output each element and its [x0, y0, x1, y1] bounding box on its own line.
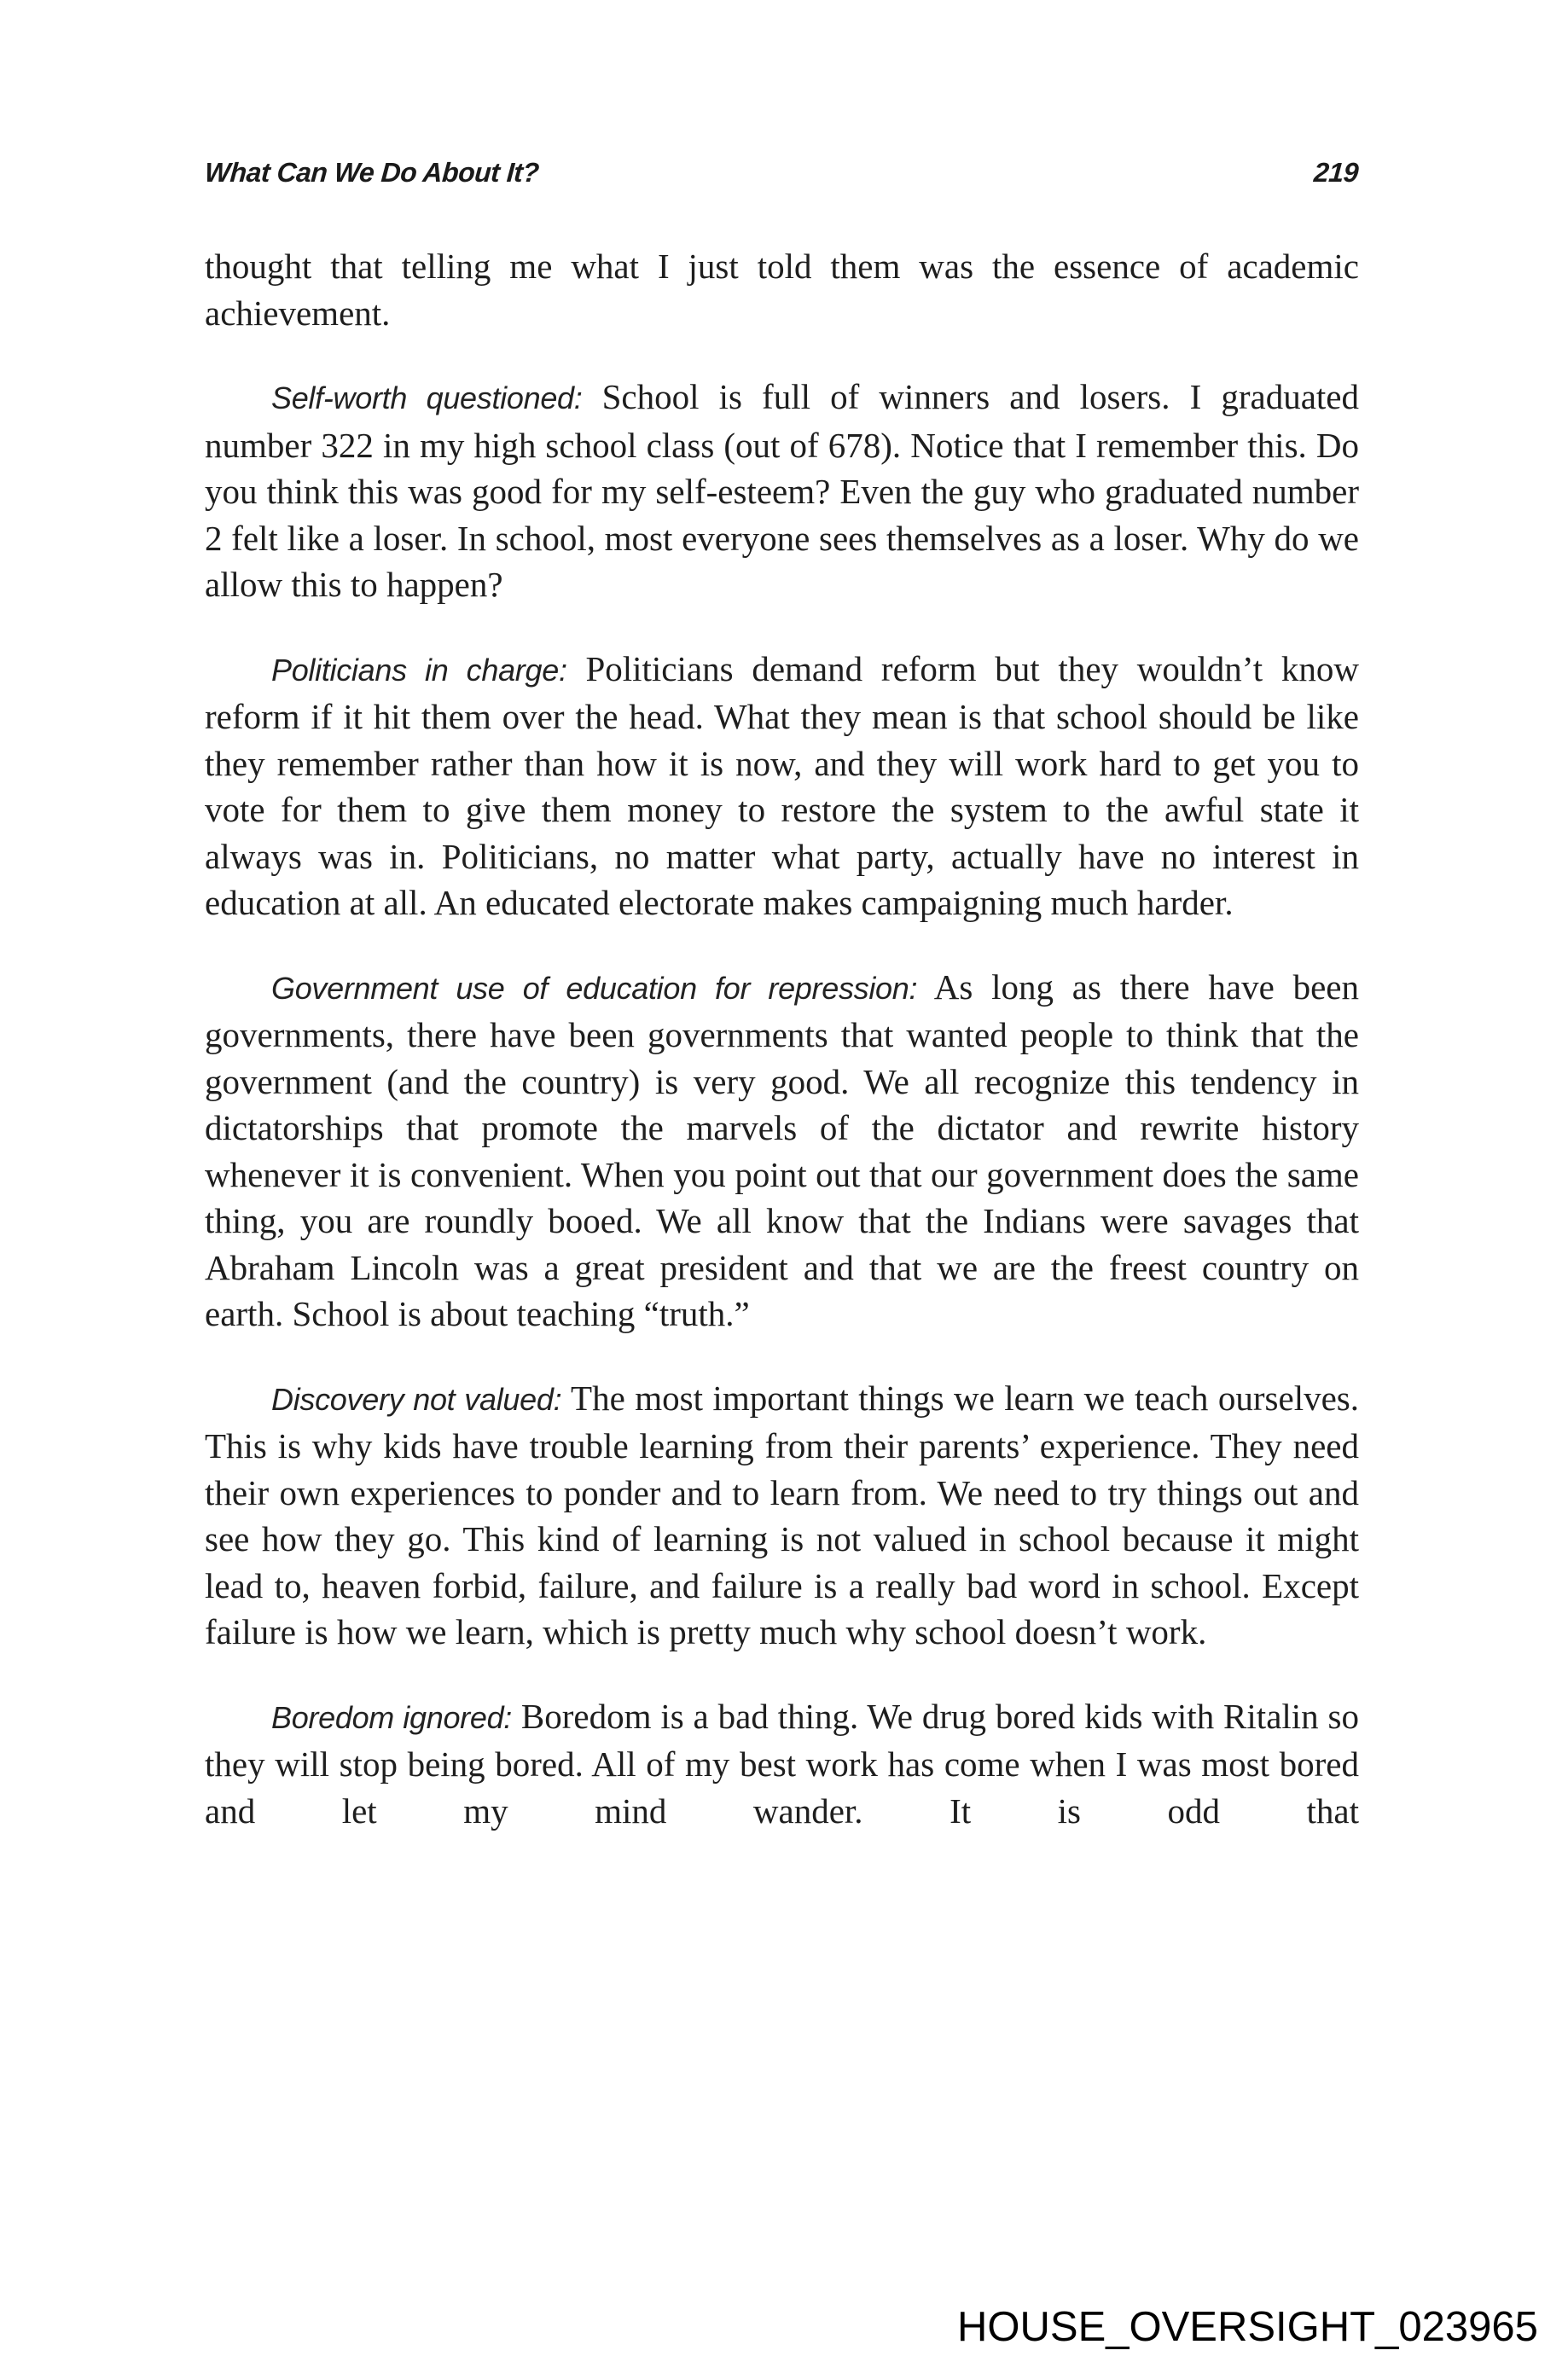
- paragraph-text: The most important things we learn we teach ourselves. This is why kids have trouble learning from their parents’ experience. They need their own experiences to ponder and to learn from. We need to try things out and see how they go. This kind of learning is not valued in school because it might lead to, heaven forbid, failure, and failure is a really bad word in school. Except failure is how we learn, which is pretty much why school doesn’t work.: [205, 1378, 1359, 1651]
- paragraph-text: School is full of winners and losers. I graduated number 322 in my high school class (out of 678). Notice that I remember this. Do you think this was good for my self-esteem? Even the guy who graduated number 2 felt like a loser. In school, most everyone sees themselves as a loser. Why do we allow this to happen?: [205, 377, 1359, 604]
- paragraph-self-worth: [205, 374, 1359, 608]
- paragraph-text: As long as there have been governments, there have been governments that wanted people to think that the government (and the country) is very good. We all recognize this tendency in dictatorships that promote the marvels of the dictator and rewrite history whenever it is convenient. When you point out that our government does the same thing, you are roundly booed. We all know that the Indians were savages that Abraham Lincoln was a great president and that we are the freest country on earth. School is about teaching “truth.”: [205, 966, 1359, 1333]
- paragraph-politicians: [205, 646, 1359, 926]
- paragraph-government-repression: [205, 964, 1359, 1338]
- paragraph-boredom: [205, 1693, 1359, 1835]
- paragraph-lead-heading: Government use of education for repression:: [271, 970, 918, 1006]
- paragraph-text: Politicians demand reform but they wouldn’t know reform if it hit them over the head. What they mean is that school should be like they remember rather than how it is now, and they will work hard to get you to vote for them to give them money to restore the system to the awful state it always was in. Politicians, no matter what party, actually have no interest in education at all. An educated electorate makes campaigning much harder.: [205, 648, 1359, 922]
- paragraph-lead-heading: Politicians in charge:: [271, 652, 567, 688]
- paragraph-lead-heading: Self-worth questioned:: [271, 380, 583, 415]
- running-title: What Can We Do About It?: [203, 157, 540, 188]
- bates-number-stamp: HOUSE_OVERSIGHT_023965: [957, 2304, 1538, 2350]
- running-header: [203, 154, 1359, 193]
- paragraph-lead-heading: Boredom ignored:: [271, 1699, 512, 1735]
- paragraph-continuation: [205, 243, 1359, 336]
- paragraph-discovery: [205, 1375, 1359, 1656]
- paragraph-lead-heading: Discovery not valued:: [271, 1381, 562, 1417]
- page-number: 219: [1312, 157, 1360, 188]
- paragraph-text: Boredom is a bad thing. We drug bored kids with Ritalin so they will stop being bored. All of my best work has come when I was most bored and let my mind wander. It is odd that: [205, 1696, 1359, 1831]
- page-body: [205, 243, 1359, 1872]
- paragraph-text: thought that telling me what I just told them was the essence of academic achievement.: [205, 247, 1359, 333]
